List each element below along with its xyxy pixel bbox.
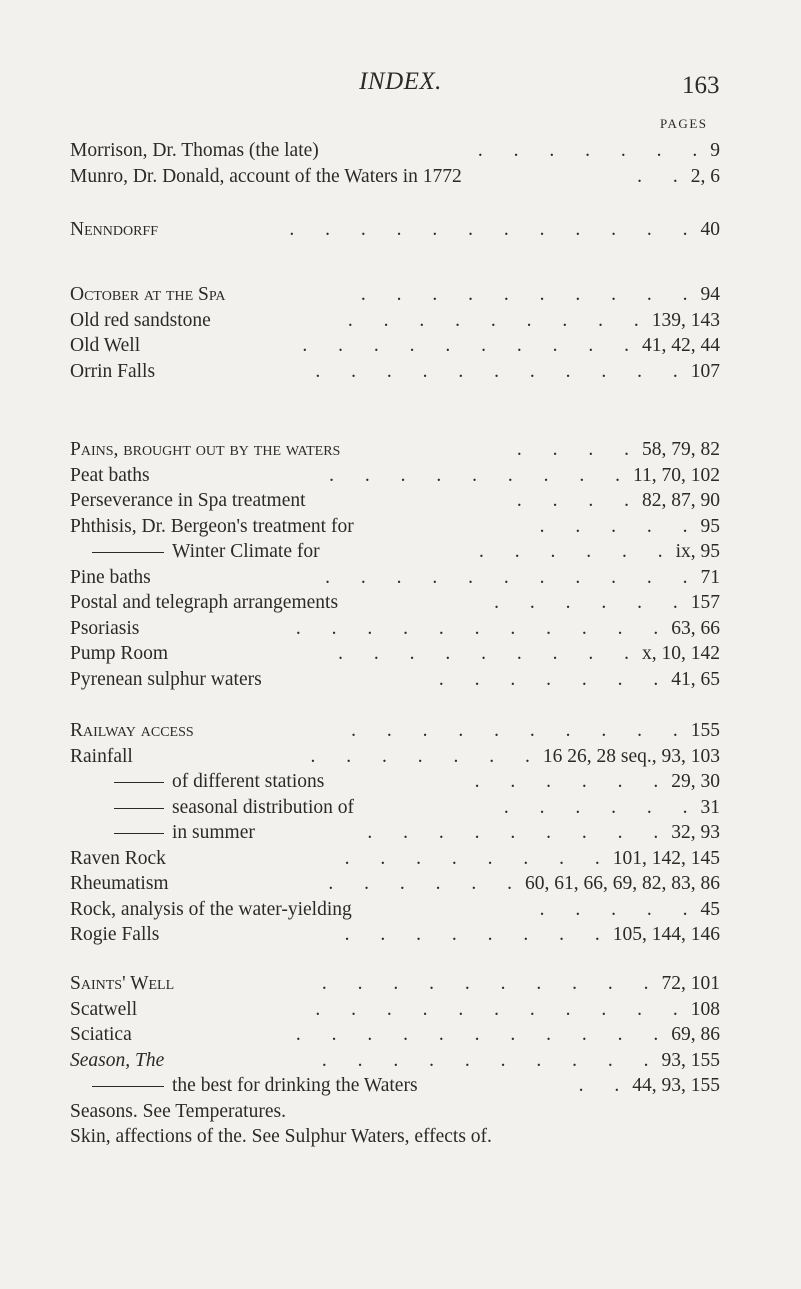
leader-dots: . . . . . . . . — [344, 924, 613, 945]
entry-pages: 16 26, 28 seq., 93, 103 — [542, 745, 720, 767]
entry-pages: 71 — [700, 566, 720, 588]
index-entry — [70, 333, 720, 359]
entry-heading: Orrin Falls — [70, 360, 156, 382]
leader-dots: . . . . . . — [494, 592, 691, 613]
entry-heading: Psoriasis — [70, 617, 140, 639]
index-section-r — [70, 718, 720, 948]
entry-pages: 32, 93 — [671, 822, 720, 843]
index-subentry — [70, 820, 720, 846]
entry-pages: 44, 93, 155 — [632, 1075, 720, 1096]
leader-dots: . . . . . . . . . . — [321, 973, 662, 994]
leader-dots: . . . . . . — [328, 873, 525, 894]
entry-pages: 2, 6 — [690, 165, 720, 187]
entry-pages: 41, 65 — [671, 668, 720, 690]
leader-dots: . . . . . . . . . . — [360, 284, 701, 305]
entry-heading: Old red sandstone — [70, 309, 211, 331]
index-section-p — [70, 437, 720, 692]
index-entry — [70, 217, 720, 243]
entry-heading: Winter Climate for — [172, 541, 320, 562]
ditto-rule — [92, 552, 164, 553]
leader-dots: . . . . . . . . . . . — [295, 617, 672, 639]
index-entry — [70, 565, 720, 591]
leader-dots: . . . . . . — [474, 771, 672, 792]
entry-heading: Rainfall — [70, 745, 133, 767]
entry-pages: 72, 101 — [661, 973, 720, 994]
index-entry — [70, 718, 720, 744]
index-section-n — [70, 217, 720, 243]
index-entry — [70, 488, 720, 514]
index-entry — [70, 871, 720, 897]
leader-dots: . . . . . . . . . . — [302, 335, 642, 356]
entry-heading: Sciatica — [70, 1024, 132, 1045]
index-entry — [70, 308, 720, 334]
running-title: INDEX. — [359, 68, 442, 95]
leader-dots: . . . . . . . . . — [347, 309, 652, 331]
index-entry — [70, 590, 720, 616]
leader-dots: . . . . — [516, 439, 642, 460]
index-subentry — [70, 795, 720, 821]
index-entry — [70, 359, 720, 385]
entry-heading: Seasons. See Temperatures. — [70, 1100, 286, 1122]
entry-heading: Phthisis, Dr. Bergeon's treatment for — [70, 515, 354, 537]
leader-dots: . . . . . . . . . . — [321, 1049, 662, 1071]
entry-pages: 63, 66 — [671, 617, 720, 639]
leader-dots: . . . . . . . . — [344, 847, 613, 869]
index-entry — [70, 971, 720, 997]
entry-heading: Peat baths — [70, 464, 150, 486]
entry-pages: 95 — [700, 515, 720, 537]
ditto-rule — [114, 808, 164, 809]
leader-dots: . . . . . . — [503, 796, 701, 818]
index-entry — [70, 897, 720, 923]
leader-dots: . . . . . — [539, 515, 701, 537]
entry-pages: 82, 87, 90 — [642, 490, 720, 511]
entry-pages: 45 — [700, 898, 720, 920]
index-section-o — [70, 282, 720, 384]
index-subentry — [70, 769, 720, 795]
entry-heading: Season, The — [70, 1049, 165, 1071]
index-entry — [70, 922, 720, 948]
index-entry — [70, 641, 720, 667]
index-entry — [70, 437, 720, 463]
leader-dots: . . . . . . . . . . . . — [289, 219, 701, 240]
entry-heading: Munro, Dr. Donald, account of the Waters in 1772 — [70, 165, 462, 187]
index-entry — [70, 1022, 720, 1048]
entry-pages: 157 — [690, 592, 720, 613]
entry-heading: Saints' Well — [70, 973, 175, 994]
page-number: 163 — [682, 72, 720, 99]
pages-column-heading: PAGES — [660, 116, 708, 131]
entry-heading: Old Well — [70, 335, 141, 356]
entry-heading: in summer — [172, 822, 255, 843]
ditto-rule — [114, 833, 164, 834]
entry-heading: Skin, affections of the. See Sulphur Waters, effects of. — [70, 1126, 492, 1147]
index-entry — [70, 138, 720, 164]
entry-heading: Pains, brought out by the waters — [70, 439, 341, 460]
ditto-rule — [92, 1086, 164, 1087]
entry-pages: 41, 42, 44 — [642, 335, 720, 356]
leader-dots: . . . . . . . . . . . — [295, 1024, 672, 1045]
entry-pages: 108 — [690, 998, 720, 1020]
entry-pages: 60, 61, 66, 69, 82, 83, 86 — [525, 873, 720, 894]
entry-heading: Raven Rock — [70, 847, 166, 869]
entry-heading: October at the Spa — [70, 284, 226, 305]
entry-pages: 139, 143 — [651, 309, 720, 331]
entry-pages: 94 — [700, 284, 720, 305]
entry-heading: Perseverance in Spa treatment — [70, 490, 306, 511]
entry-heading: Pine baths — [70, 566, 151, 588]
leader-dots: . . . . . . . . . — [367, 822, 672, 843]
index-entry — [70, 846, 720, 872]
leader-dots: . . . . . . . — [310, 745, 543, 767]
leader-dots: . . — [637, 165, 691, 187]
entry-heading: Nenndorff — [70, 219, 158, 240]
entry-pages: 11, 70, 102 — [632, 464, 720, 486]
index-subentry — [70, 539, 720, 565]
index-entry — [70, 1048, 720, 1074]
leader-dots: . . . . . . . . . . . — [315, 998, 691, 1020]
index-cross-reference — [70, 1099, 720, 1125]
entry-heading: Scatwell — [70, 998, 138, 1020]
entry-heading: the best for drinking the Waters — [172, 1075, 418, 1096]
entry-heading: seasonal distribution of — [172, 796, 354, 818]
index-entry — [70, 282, 720, 308]
entry-pages: 105, 144, 146 — [612, 924, 720, 945]
index-entry — [70, 744, 720, 770]
leader-dots: . . . . . . . . . . . — [315, 360, 691, 382]
index-entry — [70, 667, 720, 693]
entry-pages: 29, 30 — [671, 771, 720, 792]
entry-pages: 58, 79, 82 — [642, 439, 720, 460]
index-subentry — [70, 1073, 720, 1099]
index-entry — [70, 616, 720, 642]
leader-dots: . . . . . . . — [477, 140, 711, 161]
entry-pages: 101, 142, 145 — [612, 847, 720, 869]
index-entry — [70, 463, 720, 489]
entry-pages: x, 10, 142 — [642, 643, 720, 664]
entry-heading: Rheumatism — [70, 873, 169, 894]
leader-dots: . . . . . . . . . — [329, 464, 633, 486]
leader-dots: . . . . — [516, 490, 642, 511]
entry-pages: 155 — [690, 720, 720, 741]
index-entry — [70, 164, 720, 190]
entry-heading: of different stations — [172, 771, 325, 792]
entry-heading: Rock, analysis of the water-yielding — [70, 898, 352, 920]
entry-heading: Pyrenean sulphur waters — [70, 668, 262, 690]
entry-heading: Morrison, Dr. Thomas (the late) — [70, 140, 319, 161]
leader-dots: . . . . . . . . . . . — [325, 566, 701, 588]
entry-heading: Postal and telegraph arrangements — [70, 592, 339, 613]
leader-dots: . . . . . . . . . — [338, 643, 642, 664]
leader-dots: . . — [578, 1075, 633, 1096]
index-section-s — [70, 971, 720, 1150]
entry-pages: 107 — [690, 360, 720, 382]
entry-pages: 69, 86 — [671, 1024, 720, 1045]
index-entry — [70, 997, 720, 1023]
entry-heading: Railway access — [70, 720, 194, 741]
entry-pages: ix, 95 — [675, 541, 720, 562]
index-cross-reference — [70, 1124, 720, 1150]
entry-heading: Pump Room — [70, 643, 169, 664]
entry-pages: 31 — [700, 796, 720, 818]
entry-pages: 9 — [710, 140, 720, 161]
index-entry — [70, 514, 720, 540]
leader-dots: . . . . . . . . . . — [351, 720, 691, 741]
entry-pages: 93, 155 — [661, 1049, 720, 1071]
ditto-rule — [114, 782, 164, 783]
leader-dots: . . . . . . . — [438, 668, 672, 690]
leader-dots: . . . . . . — [478, 541, 676, 562]
leader-dots: . . . . . — [539, 898, 701, 920]
entry-pages: 40 — [700, 219, 720, 240]
entry-heading: Rogie Falls — [70, 924, 160, 945]
index-section-m — [70, 138, 720, 189]
